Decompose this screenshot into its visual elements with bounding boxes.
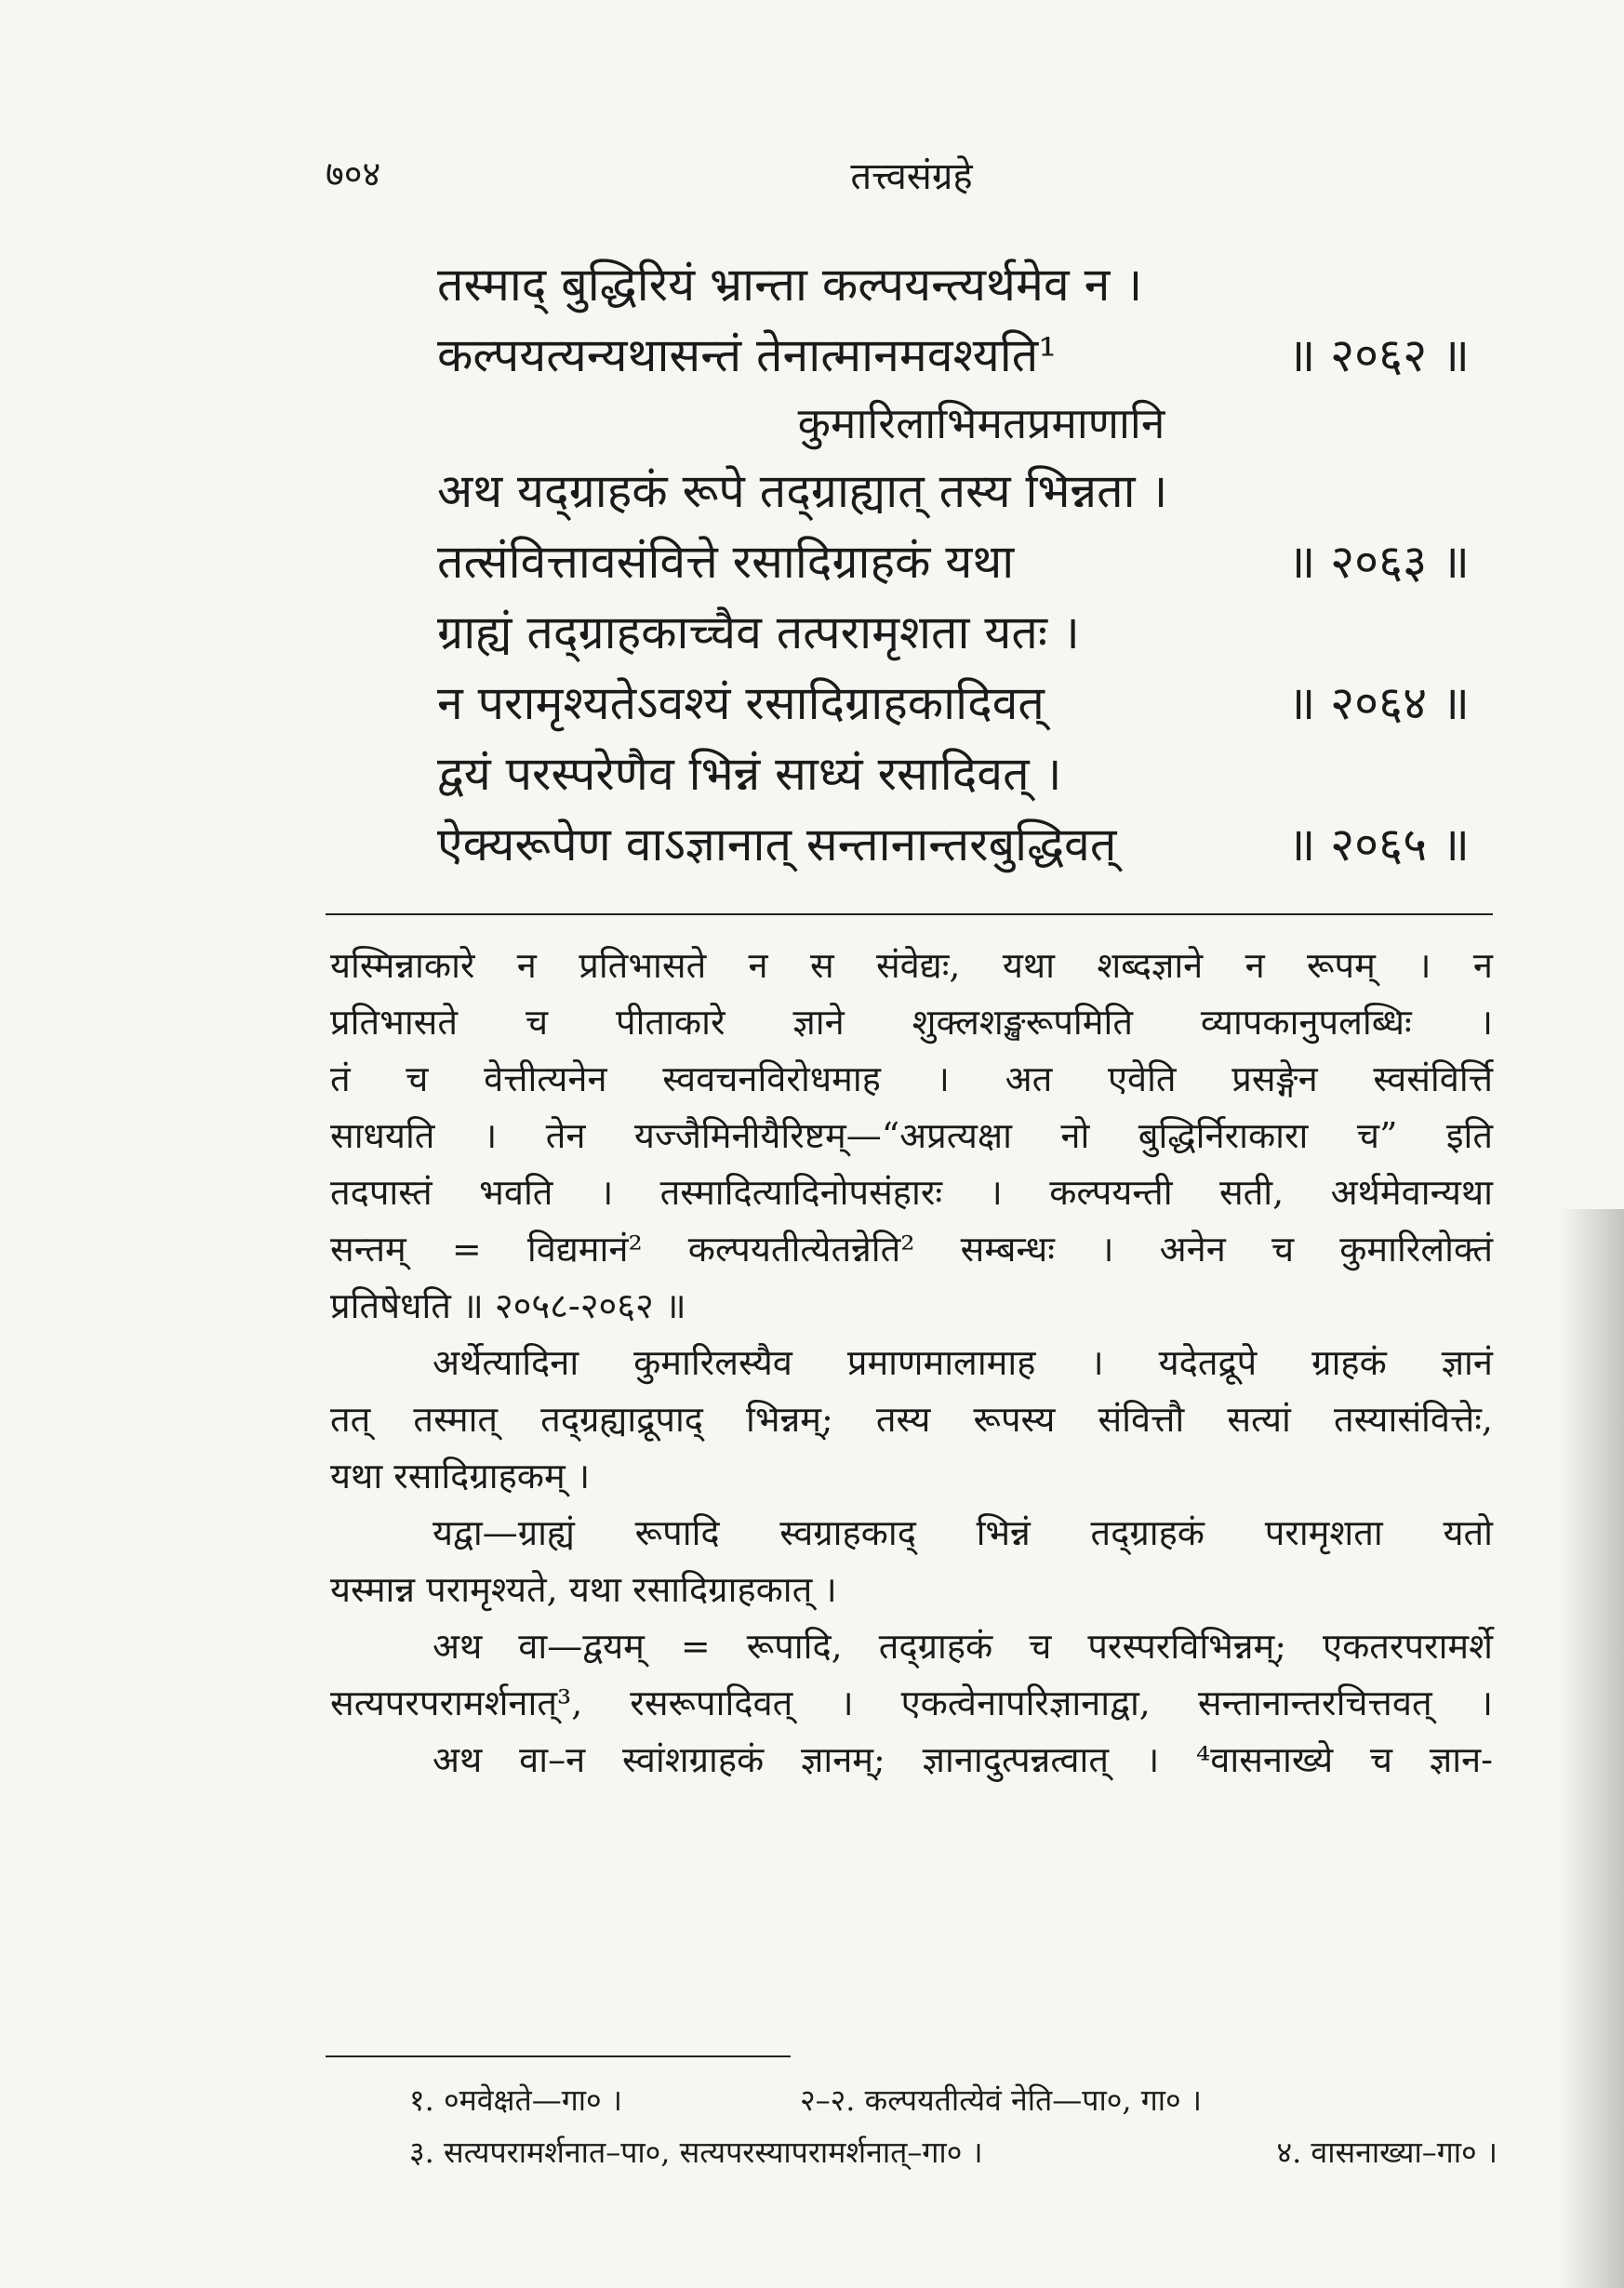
footnote-row [409,2074,1498,2126]
verse-text: ऐक्यरूपेण वाऽज्ञानात् सन्तानान्तरबुद्धिवत् [437,818,1117,871]
footnote: २–२. कल्पयतीत्येवं नेति—पा०, गा० । [800,2082,1202,2118]
commentary-line: तत् तस्मात् तद्ग्रह्याद्रूपाद् भिन्नम्; तस्य रूपस्य संवित्तौ सत्यां तस्यासंवित्तेः, [330,1399,1493,1440]
footnote-divider [326,2055,791,2057]
commentary-line: प्रतिभासते च पीताकारे ज्ञाने शुक्लशङ्खरूपमिति व्यापकानुपलब्धिः । [330,1002,1493,1043]
commentary-line: तदपास्तं भवति । तस्मादित्यादिनोपसंहारः । कल्पयन्ती सती, अर्थमेवान्यथा [330,1172,1493,1213]
footnote: ४. वासनाख्या–गा० । [1276,2135,1498,2170]
commentary-line: अथ वा—द्वयम् = रूपादि, तद्ग्राहकं च परस्परविभिन्नम्; एकतरपरामर्शे [433,1626,1493,1667]
verse-text: तत्संवित्तावसंवित्ते रसादिग्राहकं यथा [437,535,1015,589]
commentary-line: सन्तम् = विद्यमानं² कल्पयतीत्येतन्नेति² सम्बन्धः । अनेन च कुमारिलोक्तं [330,1229,1493,1270]
verse-block [437,249,1470,880]
verse-line [437,597,1470,668]
verse-number: ॥ २०६३ ॥ [1287,535,1470,589]
commentary-line: यस्मिन्नाकारे न प्रतिभासते न स संवेद्यः, यथा शब्दज्ञाने न रूपम् । न [330,945,1493,986]
verse-line [437,456,1470,526]
commentary-line: साधयति । तेन यज्जैमिनीयैरिष्टम्—“अप्रत्यक्षा नो बुद्धिर्निराकारा च” इति [330,1115,1493,1156]
commentary-line: यद्वा—ग्राह्यं रूपादि स्वग्राहकाद् भिन्नं तद्ग्राहकं परामृशता यतो [433,1512,1493,1553]
verse-number: ॥ २०६५ ॥ [1287,818,1470,871]
verse-line [437,249,1470,320]
verse-line [437,668,1470,738]
verse-line [437,738,1470,809]
commentary-line: तं च वेत्तीत्यनेन स्ववचनविरोधमाह । अत एवेति प्रसङ्गेन स्वसंविर्त्ति [330,1058,1493,1099]
verse-text: कल्पयत्यन्यथासन्तं तेनात्मानमवश्यति¹ [437,328,1058,382]
commentary-line: अथ वा–न स्वांशग्राहकं ज्ञानम्; ज्ञानादुत्पन्नत्वात् । ⁴वासनाख्ये च ज्ञान- [433,1739,1493,1780]
verse-line [437,526,1470,597]
footnote: १. ०मवेक्षते—गा० । [409,2082,622,2118]
footnote-row [409,2126,1498,2178]
verse-text: न परामृश्यतेऽवश्यं रसादिग्राहकादिवत् [437,676,1045,730]
verse-line [437,320,1470,391]
commentary-line: यस्मान्न परामृश्यते, यथा रसादिग्राहकात् । [330,1569,837,1610]
page-header [326,149,1498,205]
verse-text: ग्राह्यं तद्ग्राहकाच्चैव तत्परामृशता यतः । [437,605,1080,659]
commentary-divider [326,913,1493,915]
running-title: तत्त्वसंग्रहे [850,155,973,198]
section-heading: कुमारिलाभिमतप्रमाणानि [797,398,1165,448]
footnotes [409,2074,1498,2178]
commentary-line: यथा रसादिग्राहकम् । [330,1456,591,1497]
commentary-line: अर्थेत्यादिना कुमारिलस्यैव प्रमाणमालामाह । यदेतद्रूपे ग्राहकं ज्ञानं [433,1342,1493,1383]
page-number: ७०४ [326,153,381,194]
verse-text: द्वयं परस्परेणैव भिन्नं साध्यं रसादिवत् । [437,747,1062,801]
commentary [330,938,1493,1789]
verse-text: तस्माद् बुद्धिरियं भ्रान्ता कल्पयन्त्यर्थमेव न । [437,258,1143,312]
verse-number: ॥ २०६२ ॥ [1287,328,1470,382]
verse-number: ॥ २०६४ ॥ [1287,676,1470,730]
scan-page-edge-shadow [1559,1209,1624,2288]
commentary-line: प्रतिषेधति ॥ २०५८-२०६२ ॥ [330,1285,686,1326]
commentary-line: सत्यपरपरामर्शनात्³, रसरूपादिवत् । एकत्वेनापरिज्ञानाद्वा, सन्तानान्तरचित्तवत् । [330,1683,1493,1723]
footnote: ३. सत्यपरामर्शनात–पा०, सत्यपरस्यापरामर्शनात्–गा० । [409,2135,983,2170]
verse-text: अथ यद्ग्राहकं रूपे तद्ग्राह्यात् तस्य भिन्नता । [437,464,1168,518]
verse-line [437,809,1470,880]
